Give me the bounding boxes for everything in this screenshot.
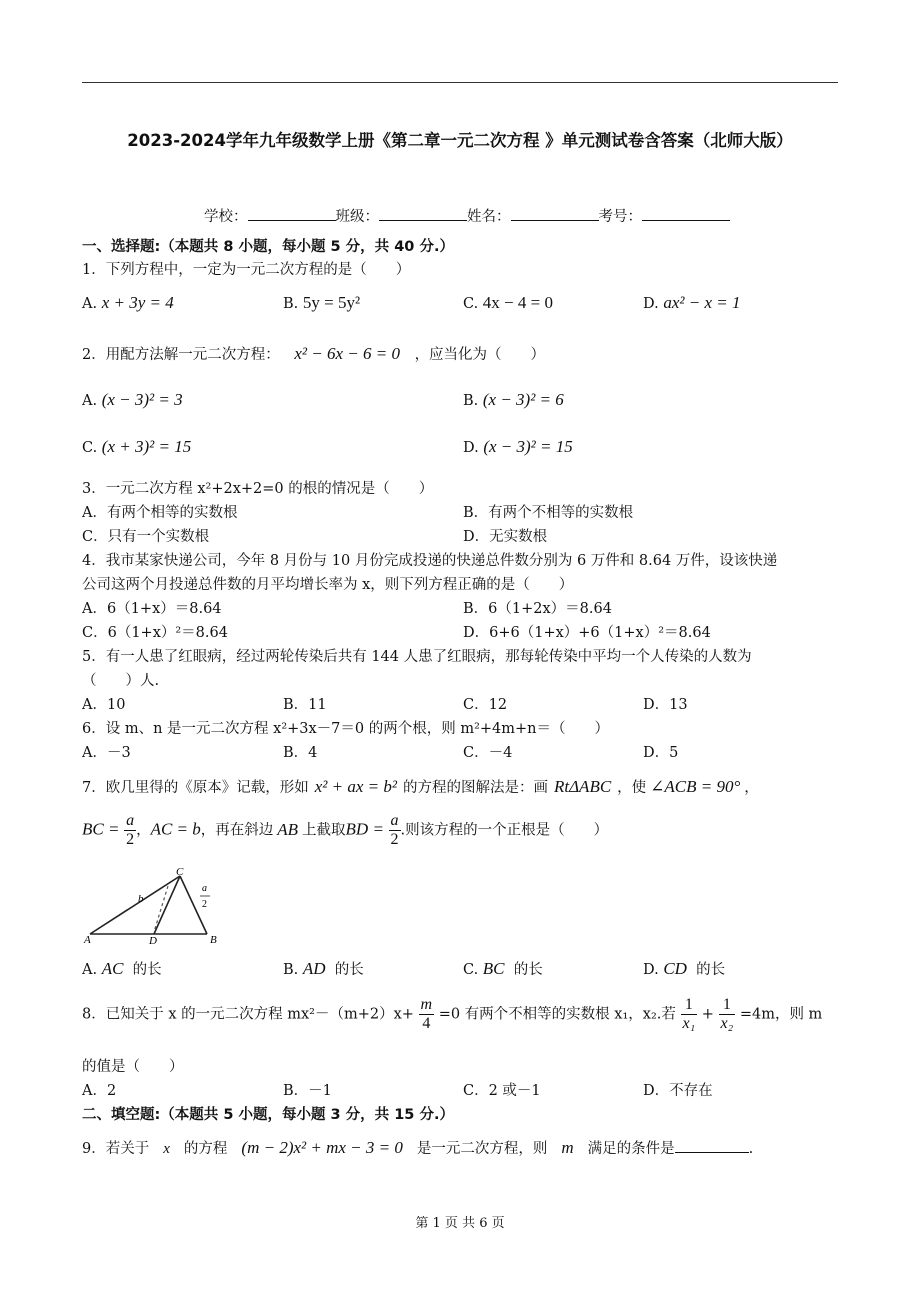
q3-option-c[interactable]: C．只有一个实数根	[82, 529, 210, 545]
q2-option-a[interactable]: A. (x − 3)² = 3	[82, 390, 183, 409]
label-a: A	[84, 934, 91, 946]
q3-option-d[interactable]: D．无实数根	[463, 529, 548, 545]
q7-frac-a-over-2: $\frac{a}{2}$	[126, 812, 135, 848]
q2-option-c[interactable]: C. (x + 3)² = 15	[82, 437, 192, 456]
q1-option-a[interactable]: A. x + 3y = 4	[82, 293, 174, 312]
q8-option-c[interactable]: C．2 或－1	[463, 1083, 541, 1099]
q4-option-d[interactable]: D．6+6（1+x）+6（1+x）²＝8.64	[463, 625, 711, 641]
q4-option-c[interactable]: C．6（1+x）²＝8.64	[82, 625, 228, 641]
q8-option-a[interactable]: A．2	[82, 1083, 117, 1099]
q7-option-d[interactable]: D. CD 的长	[643, 959, 726, 978]
label-two: 2	[202, 899, 207, 910]
q7-option-b[interactable]: B. AD 的长	[283, 959, 364, 978]
q4-stem-line1: 4．我市某家快递公司，今年 8 月份与 10 月份完成投递的快递总件数分别为 6 万件和 8.64 万件，设该快递	[82, 553, 778, 569]
label-d: D	[149, 935, 157, 946]
q1-option-b[interactable]: B. 5y = 5y²	[283, 293, 361, 312]
q6-option-d[interactable]: D．5	[643, 745, 679, 761]
header-rule	[82, 82, 838, 83]
q9-answer-blank[interactable]	[675, 1138, 749, 1153]
section-heading-fill: 二、填空题:（本题共 5 小题，每小题 3 分，共 15 分.）	[82, 1107, 454, 1123]
q5-option-a[interactable]: A．10	[82, 697, 126, 713]
q6-option-b[interactable]: B．4	[283, 745, 318, 761]
q2-option-d[interactable]: D. (x − 3)² = 15	[463, 437, 573, 456]
q5-option-c[interactable]: C．12	[463, 697, 508, 713]
q3-stem: 3．一元二次方程 x²+2x+2=0 的根的情况是（ ）	[82, 481, 434, 497]
page-title: 2023-2024学年九年级数学上册《第二章一元二次方程 》单元测试卷含答案（北师大版）	[127, 131, 793, 150]
q8-option-b[interactable]: B．－1	[283, 1083, 332, 1099]
q8-stem-line1: 8．已知关于 x 的一元二次方程 mx²－（m+2）x+ $\frac{m}{4}$ =0 有两个不相等的实数根 x₁，x₂.若 $\frac{1}{\text{x₁}}$ + $\frac{1}{\text{x₂}}$ =4m，则 m	[82, 996, 823, 1032]
q2-option-b[interactable]: B. (x − 3)² = 6	[463, 390, 564, 409]
q7-frac-a-over-2-bd: $\frac{a}{2}$	[390, 812, 399, 848]
q8-option-d[interactable]: D．不存在	[643, 1083, 713, 1099]
q7-stem-line1: 7．欧几里得的《原本》记载，形如 x² + ax = b² 的方程的图解法是：画 RtΔABC ，使 ∠ACB = 90° ，	[82, 777, 759, 796]
q3-option-a[interactable]: A．有两个相等的实数根	[82, 505, 238, 521]
q6-stem: 6．设 m、n 是一元二次方程 x²+3x－7＝0 的两个根，则 m²+4m+n＝（ ）	[82, 721, 610, 737]
section-heading-choice: 一、选择题:（本题共 8 小题，每小题 5 分，共 40 分.）	[82, 239, 454, 255]
label-c: C	[176, 866, 184, 878]
q8-stem-line2: 的值是（ ）	[82, 1059, 184, 1075]
q7-triangle-figure	[82, 866, 232, 946]
q7-option-a[interactable]: A. AC 的长	[82, 959, 162, 978]
number-field[interactable]	[642, 206, 730, 221]
q4-stem-line2: 公司这两个月投递总件数的月平均增长率为 x，则下列方程正确的是（ ）	[82, 577, 574, 593]
label-side-b: b	[138, 893, 144, 905]
q8-frac-1-over-x1: $\frac{1}{\text{x₁}}$	[682, 996, 696, 1032]
q5-option-d[interactable]: D．13	[643, 697, 688, 713]
q4-option-b[interactable]: B．6（1+2x）＝8.64	[463, 601, 612, 617]
q6-option-a[interactable]: A．－3	[82, 745, 131, 761]
label-side-a: a	[202, 883, 207, 894]
class-field[interactable]	[379, 206, 467, 221]
q2-stem: 2．用配方法解一元二次方程： x² − 6x − 6 = 0 ，应当化为（ ）	[82, 344, 546, 363]
student-info-line	[204, 205, 730, 226]
name-label: 姓名：	[467, 209, 511, 225]
q3-option-b[interactable]: B．有两个不相等的实数根	[463, 505, 634, 521]
q6-option-c[interactable]: C．－4	[463, 745, 513, 761]
q5-option-b[interactable]: B．11	[283, 697, 327, 713]
q1-stem: 1．下列方程中，一定为一元二次方程的是（ ）	[82, 262, 411, 278]
q1-option-d[interactable]: D. ax² − x = 1	[643, 293, 741, 312]
q5-stem-line2: （ ）人.	[82, 673, 160, 689]
class-label: 班级：	[335, 209, 379, 225]
number-label: 考号：	[598, 209, 642, 225]
school-label: 学校：	[204, 209, 248, 225]
q9-stem: 9．若关于 x 的方程 (m − 2)x² + mx − 3 = 0 是一元二次方程，则 m 满足的条件是 .	[82, 1138, 754, 1157]
q8-frac-1-over-x2: $\frac{1}{\text{x₂}}$	[720, 996, 734, 1032]
q7-stem-line2: BC = $\frac{a}{2}$ ，AC = b，再在斜边 AB 上截取BD = $\frac{a}{2}$ .则该方程的一个正根是（ ）	[82, 812, 609, 848]
q7-option-c[interactable]: C. BC 的长	[463, 959, 543, 978]
q1-option-c[interactable]: C. 4x − 4 = 0	[463, 293, 553, 312]
school-field[interactable]	[248, 206, 336, 221]
name-field[interactable]	[511, 206, 599, 221]
page-footer: 第 1 页 共 6 页	[415, 1216, 505, 1231]
q4-option-a[interactable]: A．6（1+x）＝8.64	[82, 601, 222, 617]
q5-stem-line1: 5．有一人患了红眼病，经过两轮传染后共有 144 人患了红眼病，那每轮传染中平均一个人传染的人数为	[82, 649, 752, 665]
label-b: B	[210, 934, 217, 946]
q8-frac-m-over-4: $\frac{m}{4}$	[420, 996, 433, 1032]
